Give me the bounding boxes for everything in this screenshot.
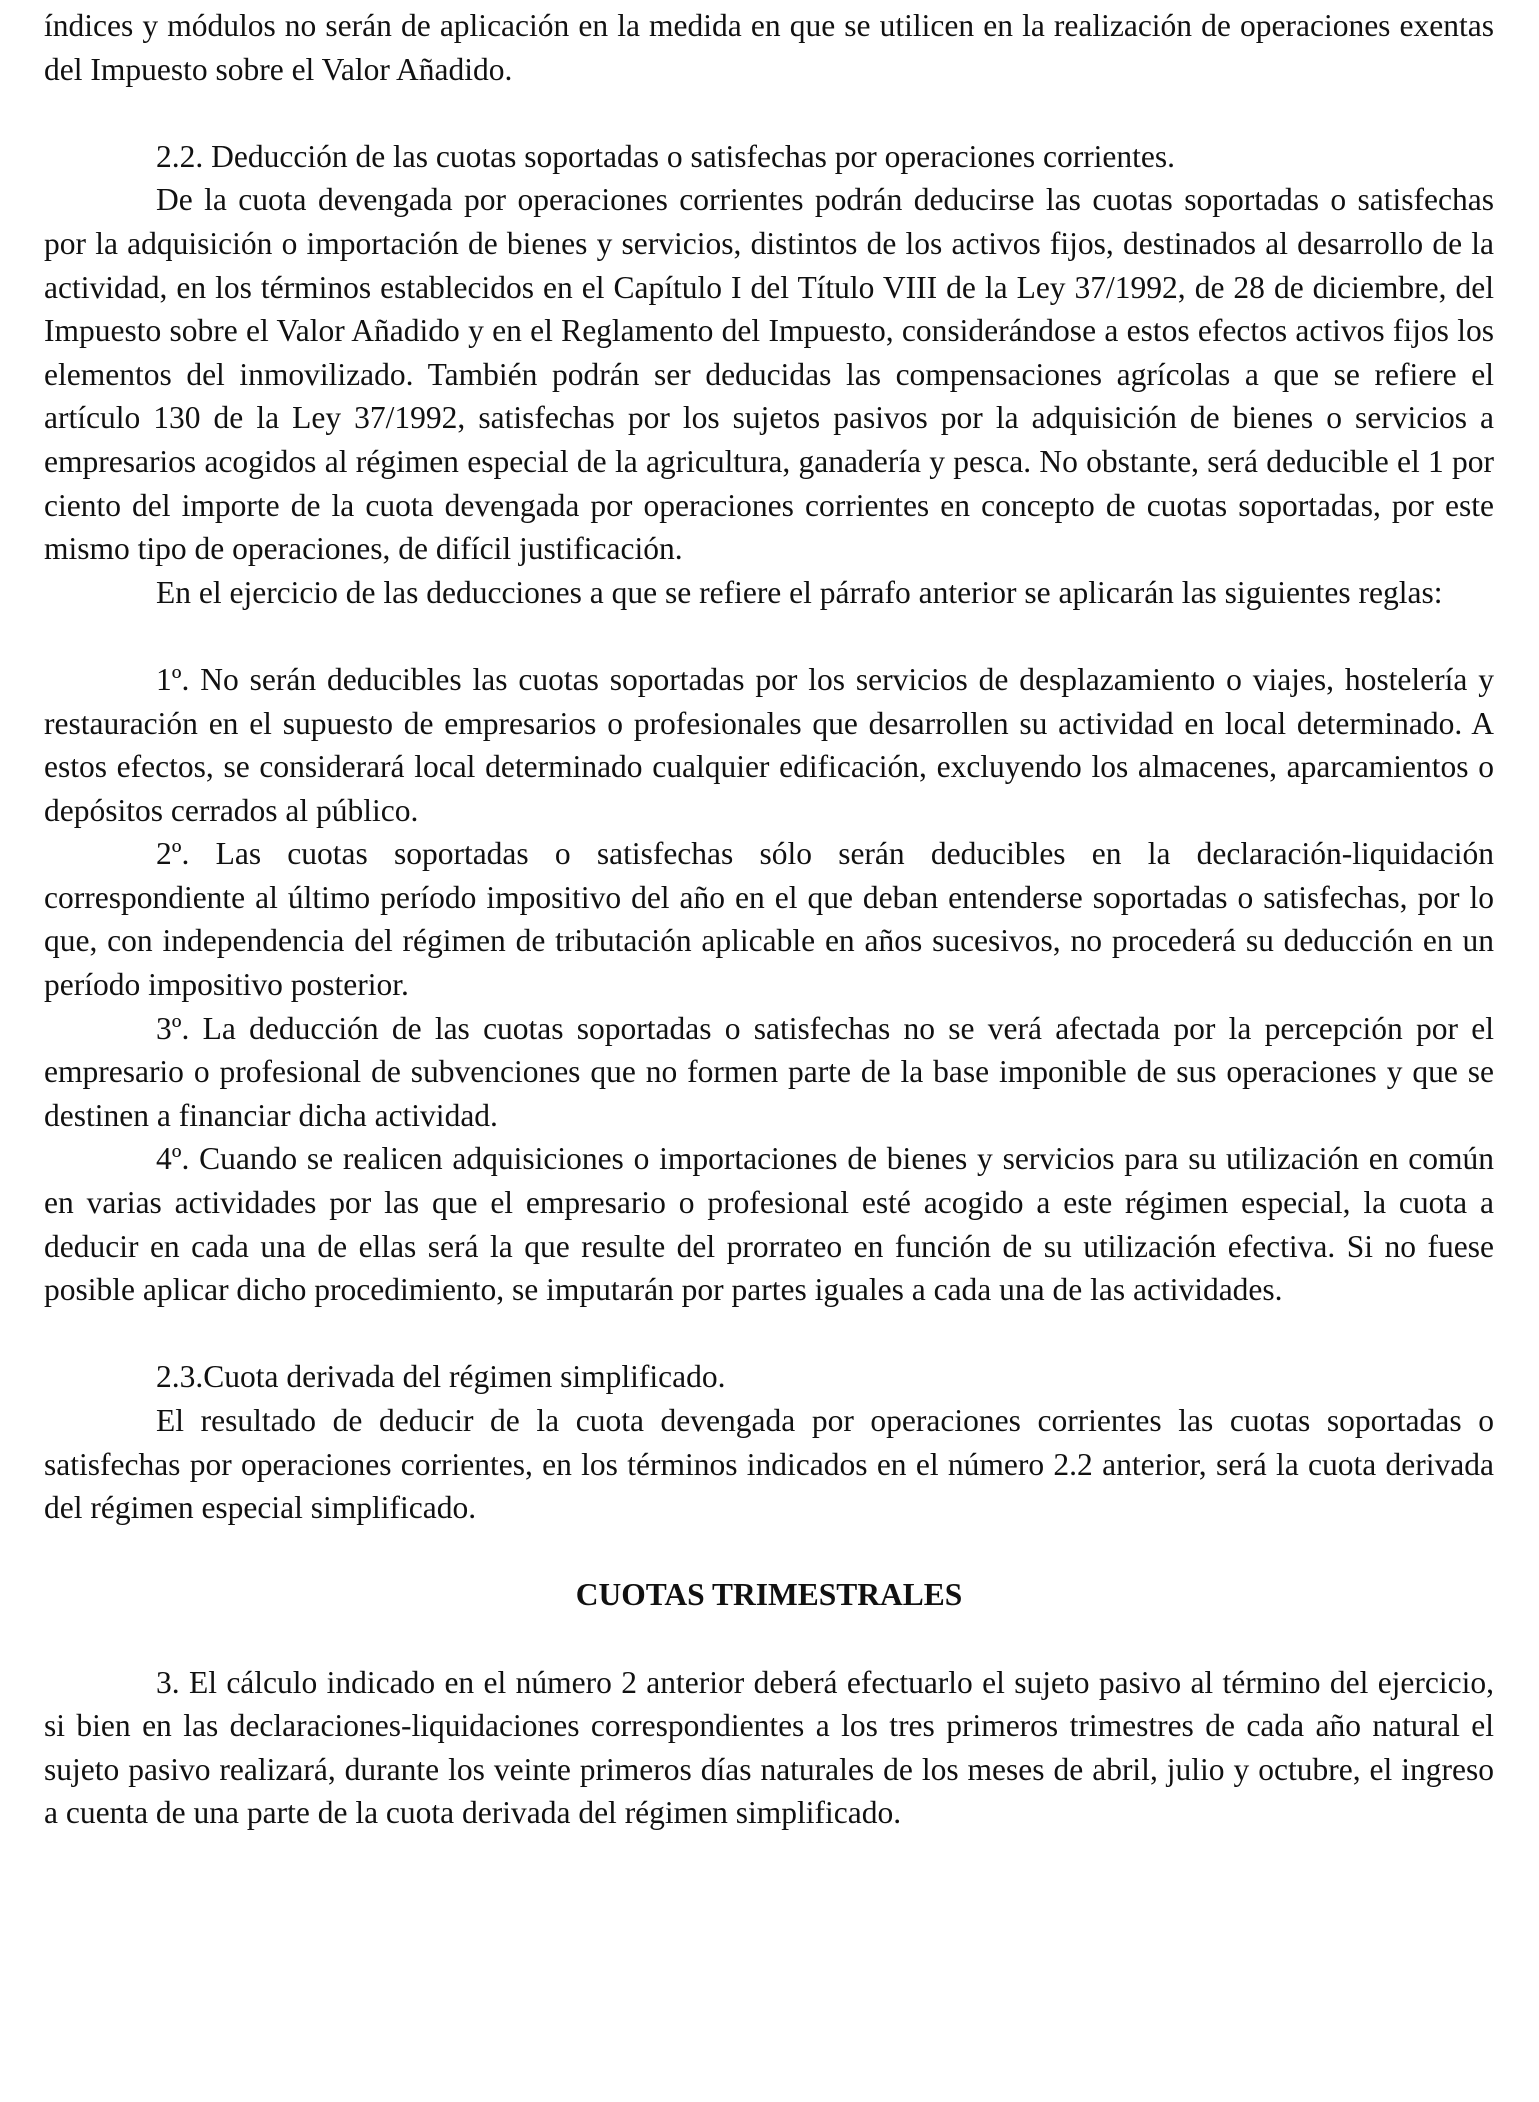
spacer [44, 91, 1494, 135]
rule-3: 3º. La deducción de las cuotas soportadas o satisfechas no se verá afectada por la percepción por el empresario o profesional de subvenciones que no formen parte de la base imponible de sus operaciones y que se destinen a financiar dicha actividad. [44, 1010, 1494, 1133]
rule-1: 1º. No serán deducibles las cuotas soportadas por los servicios de desplazamiento o viajes, hostelería y restauración en el supuesto de empresarios o profesionales que desarrollen su actividad en local determinado. A estos efectos, se considerará local determinado cualquier edificación, excluyendo los almacenes, aparcamientos o depósitos cerrados al público. [44, 661, 1494, 828]
section-3-body: 3. El cálculo indicado en el número 2 anterior deberá efectuarlo el sujeto pasivo al término del ejercicio, si bien en las declaraciones-liquidaciones correspondientes a los tres primeros trimestres de cada año natural el sujeto pasivo realizará, durante los veinte primeros días naturales de los meses de abril, julio y octubre, el ingreso a cuenta de una parte de la cuota derivada del régimen simplificado. [44, 1664, 1494, 1831]
spacer [44, 1312, 1494, 1356]
section-2-3-title: 2.3.Cuota derivada del régimen simplificado. [156, 1359, 726, 1395]
rules-intro: En el ejercicio de las deducciones a que se refiere el párrafo anterior se aplicarán las siguientes reglas: [156, 574, 1443, 610]
spacer [44, 1530, 1494, 1574]
rule-2: 2º. Las cuotas soportadas o satisfechas sólo serán deducibles en la declaración-liquidación correspondiente al último período impositivo del año en el que deban entenderse soportadas o satisfechas, por lo que, con independencia del régimen de tributación aplicable en años sucesivos, no procederá su deducción en un período impositivo posterior. [44, 836, 1494, 1003]
section-2-2-body: De la cuota devengada por operaciones corrientes podrán deducirse las cuotas soportadas o satisfechas por la adquisición o importación de bienes y servicios, distintos de los activos fijos, destinados al desarrollo de la actividad, en los términos establecidos en el Capítulo I del Título VIII de la Ley 37/1992, de 28 de diciembre, del Impuesto sobre el Valor Añadido y en el Reglamento del Impuesto, considerándose a estos efectos activos fijos los elementos del inmovilizado. También podrán ser deducidas las compensaciones agrícolas a que se refiere el artículo 130 de la Ley 37/1992, satisfechas por los sujetos pasivos por la adquisición de bienes o servicios a empresarios acogidos al régimen especial de la agricultura, ganadería y pesca. No obstante, será deducible el 1 por ciento del importe de la cuota devengada por operaciones corrientes en concepto de cuotas soportadas, por este mismo tipo de operaciones, de difícil justificación. [44, 182, 1494, 567]
section-2-3-body: El resultado de deducir de la cuota devengada por operaciones corrientes las cuotas soportadas o satisfechas por operaciones corrientes, en los términos indicados en el número 2.2 anterior, será la cuota derivada del régimen especial simplificado. [44, 1403, 1494, 1526]
spacer [44, 614, 1494, 658]
rule-4: 4º. Cuando se realicen adquisiciones o importaciones de bienes y servicios para su utilización en común en varias actividades por las que el empresario o profesional esté acogido a este régimen especial, la cuota a deducir en cada una de ellas será la que resulte del prorrateo en función de su utilización efectiva. Si no fuese posible aplicar dicho procedimiento, se imputarán por partes iguales a cada una de las actividades. [44, 1141, 1494, 1308]
document-page [44, 4, 1494, 1835]
spacer [44, 1617, 1494, 1661]
section-2-2-title: 2.2. Deducción de las cuotas soportadas o satisfechas por operaciones corrientes. [156, 138, 1176, 174]
section-heading-cuotas-trimestrales: CUOTAS TRIMESTRALES [575, 1577, 963, 1613]
continuation-paragraph: índices y módulos no serán de aplicación en la medida en que se utilicen en la realización de operaciones exentas del Impuesto sobre el Valor Añadido. [44, 8, 1494, 87]
